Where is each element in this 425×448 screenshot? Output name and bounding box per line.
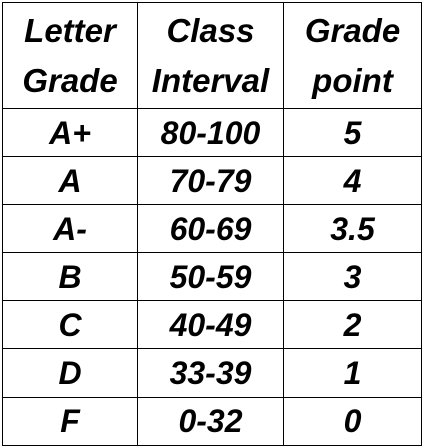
grade-point-cell: 2 xyxy=(284,301,422,349)
header-grade-point-line1: Grade xyxy=(304,11,401,49)
letter-grade-cell: A- xyxy=(3,205,138,253)
letter-grade-cell: B xyxy=(3,253,138,301)
table-row xyxy=(3,205,422,253)
table-row xyxy=(3,349,422,397)
class-interval-cell: 50-59 xyxy=(138,253,284,301)
header-grade-point xyxy=(284,3,422,109)
letter-grade-cell: A+ xyxy=(3,109,138,157)
class-interval-cell: 60-69 xyxy=(138,205,284,253)
grade-point-cell: 0 xyxy=(284,397,422,445)
grade-point-cell: 5 xyxy=(284,109,422,157)
header-class-interval-line1: Class xyxy=(166,11,255,49)
header-grade-point-line2: point xyxy=(312,61,393,99)
table-row xyxy=(3,109,422,157)
table-body xyxy=(3,109,422,446)
class-interval-cell: 40-49 xyxy=(138,301,284,349)
header-class-interval-line2: Interval xyxy=(151,61,270,99)
letter-grade-cell: F xyxy=(3,397,138,445)
class-interval-cell: 0-32 xyxy=(138,397,284,445)
grade-point-cell: 3 xyxy=(284,253,422,301)
header-row xyxy=(3,3,422,109)
grading-scale-table xyxy=(2,2,422,446)
header-letter-grade-line2: Grade xyxy=(22,61,118,99)
grade-point-cell: 4 xyxy=(284,157,422,205)
header-letter-grade xyxy=(3,3,138,109)
table-row xyxy=(3,397,422,445)
letter-grade-cell: D xyxy=(3,349,138,397)
class-interval-cell: 33-39 xyxy=(138,349,284,397)
table-row xyxy=(3,301,422,349)
class-interval-cell: 70-79 xyxy=(138,157,284,205)
grade-point-cell: 3.5 xyxy=(284,205,422,253)
class-interval-cell: 80-100 xyxy=(138,109,284,157)
table-row xyxy=(3,253,422,301)
grade-point-cell: 1 xyxy=(284,349,422,397)
header-letter-grade-line1: Letter xyxy=(24,11,116,49)
letter-grade-cell: C xyxy=(3,301,138,349)
table-header xyxy=(3,3,422,109)
letter-grade-cell: A xyxy=(3,157,138,205)
table-row xyxy=(3,157,422,205)
header-class-interval xyxy=(138,3,284,109)
